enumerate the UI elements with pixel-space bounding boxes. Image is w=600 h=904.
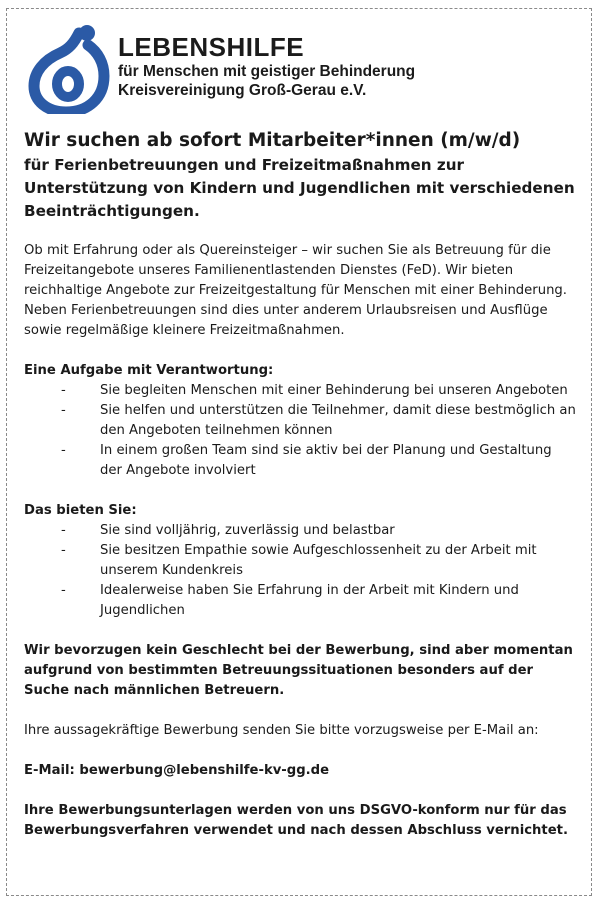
gender-preference-note: Wir bevorzugen kein Geschlecht bei der Bewerbung, sind aber momentan aufgrund von bestimmten Betreuungssituationen besonders auf der Suche nach männlichen Betreuern. — [24, 643, 573, 698]
dash-bullet: - — [61, 403, 66, 418]
lebenshilfe-logo-icon — [22, 24, 114, 114]
requirements-heading: Das bieten Sie: — [24, 503, 137, 518]
contact-email[interactable]: E-Mail: bewerbung@lebenshilfe-kv-gg.de — [24, 763, 330, 778]
list-item: - Sie besitzen Empathie sowie Aufgeschlossenheit zu der Arbeit mit unserem Kundenkreis — [61, 543, 537, 578]
dash-bullet: - — [61, 583, 66, 598]
application-instructions: Ihre aussagekräftige Bewerbung senden Sie bitte vorzugsweise per E-Mail an: — [24, 723, 539, 738]
tasks-heading: Eine Aufgabe mit Verantwortung: — [24, 363, 274, 378]
list-item: - Sie begleiten Menschen mit einer Behinderung bei unseren Angeboten — [24, 381, 576, 401]
dash-bullet: - — [61, 443, 66, 458]
list-item: - Sie helfen und unterstützen die Teilnehmer, damit diese bestmöglich an den Angeboten teilnehmen können — [61, 403, 576, 438]
list-item: - Sie sind volljährig, zuverlässig und belastbar — [24, 521, 576, 541]
job-headline: Wir suchen ab sofort Mitarbeiter*innen (m/w/d) — [24, 130, 521, 151]
organization-title: LEBENSHILFE — [118, 32, 305, 62]
organization-name — [118, 32, 415, 100]
organization-subtitle: für Menschen mit geistiger Behinderung — [118, 63, 416, 80]
tasks-list — [24, 381, 576, 481]
privacy-notice: Ihre Bewerbungsunterlagen werden von uns DSGVO-konform nur für das Bewerbungsverfahren verwendet und nach dessen Abschluss vernichtet. — [24, 803, 568, 838]
list-item: - In einem großen Team sind sie aktiv bei der Planung und Gestaltung der Angebote involviert — [61, 443, 552, 478]
organization-chapter: Kreisvereinigung Groß-Gerau e.V. — [118, 82, 367, 99]
dash-bullet: - — [61, 383, 66, 398]
list-item: - Idealerweise haben Sie Erfahrung in der Arbeit mit Kindern und Jugendlichen — [61, 583, 519, 618]
dash-bullet: - — [61, 523, 66, 538]
job-subheadline: für Ferienbetreuungen und Freizeitmaßnahmen zur Unterstützung von Kindern und Jugendlichen mit verschiedenen Beeinträchtigungen. — [24, 156, 575, 220]
requirements-list — [24, 521, 576, 621]
job-posting — [24, 128, 576, 841]
dash-bullet: - — [61, 543, 66, 558]
intro-paragraph: Ob mit Erfahrung oder als Quereinsteiger – wir suchen Sie als Betreuung für die Freizeitangebote unseres Familienentlastenden Dienstes (FeD). Wir bieten reichhaltige Angebote zur Freizeitgestaltung für Menschen mit einer Behinderung. Neben Ferienbetreuungen sind dies unter anderem Urlaubsreisen und Ausflüge sowie regelmäßige kleinere Freizeitmaßnahmen. — [24, 243, 567, 338]
